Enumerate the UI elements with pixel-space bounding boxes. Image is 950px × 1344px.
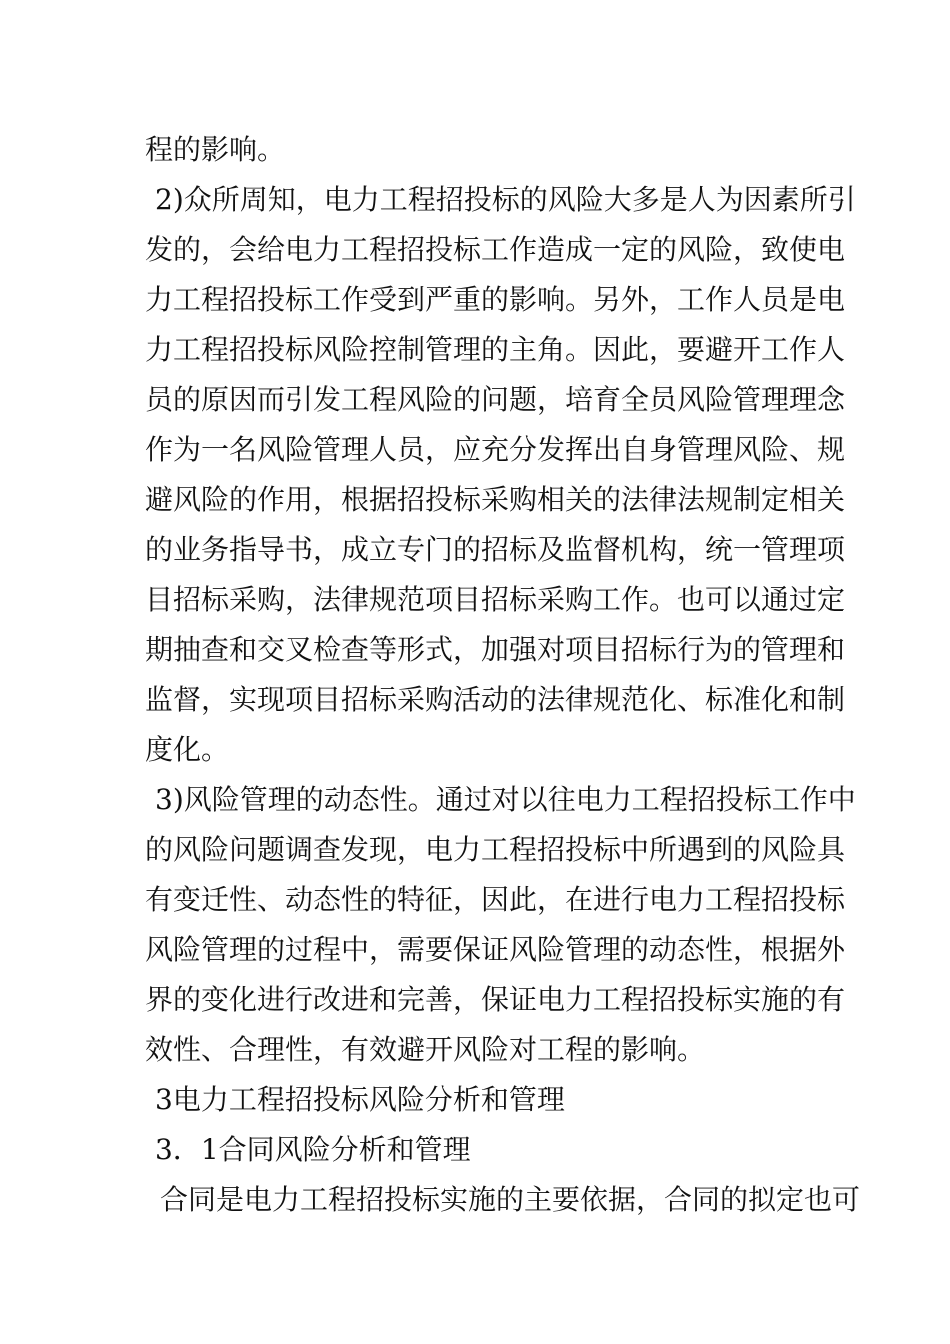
text-line: 3)风险管理的动态性。通过对以往电力工程招投标工作中 bbox=[155, 783, 856, 816]
subsection-heading: 3．1合同风险分析和管理 bbox=[155, 1133, 471, 1166]
text-line: 期抽查和交叉检查等形式，加强对项目招标行为的管理和 bbox=[145, 633, 846, 666]
text-line: 效性、合理性，有效避开风险对工程的影响。 bbox=[145, 1033, 706, 1066]
text-line: 力工程招投标风险控制管理的主角。因此，要避开工作人 bbox=[145, 333, 846, 366]
text-line: 作为一名风险管理人员，应充分发挥出自身管理风险、规 bbox=[145, 433, 846, 466]
text-line: 风险管理的过程中，需要保证风险管理的动态性，根据外 bbox=[145, 933, 846, 966]
text-line: 程的影响。 bbox=[145, 133, 286, 166]
text-line: 合同是电力工程招投标实施的主要依据，合同的拟定也可 bbox=[160, 1183, 861, 1216]
text-line: 的业务指导书，成立专门的招标及监督机构，统一管理项 bbox=[145, 533, 846, 566]
text-line: 员的原因而引发工程风险的问题，培育全员风险管理理念 bbox=[145, 383, 846, 416]
text-line: 发的，会给电力工程招投标工作造成一定的风险，致使电 bbox=[145, 233, 846, 266]
text-line: 度化。 bbox=[145, 733, 230, 766]
text-line: 避风险的作用，根据招投标采购相关的法律法规制定相关 bbox=[145, 483, 846, 516]
section-heading: 3电力工程招投标风险分析和管理 bbox=[155, 1083, 565, 1116]
text-line: 目招标采购，法律规范项目招标采购工作。也可以通过定 bbox=[145, 583, 846, 616]
text-line: 力工程招投标工作受到严重的影响。另外，工作人员是电 bbox=[145, 283, 846, 316]
text-line: 2)众所周知，电力工程招投标的风险大多是人为因素所引 bbox=[155, 183, 856, 216]
text-line: 的风险问题调查发现，电力工程招投标中所遇到的风险具 bbox=[145, 833, 846, 866]
text-line: 有变迁性、动态性的特征，因此，在进行电力工程招投标 bbox=[145, 883, 846, 916]
text-line: 监督，实现项目招标采购活动的法律规范化、标准化和制 bbox=[145, 683, 846, 716]
text-line: 界的变化进行改进和完善，保证电力工程招投标实施的有 bbox=[145, 983, 846, 1016]
